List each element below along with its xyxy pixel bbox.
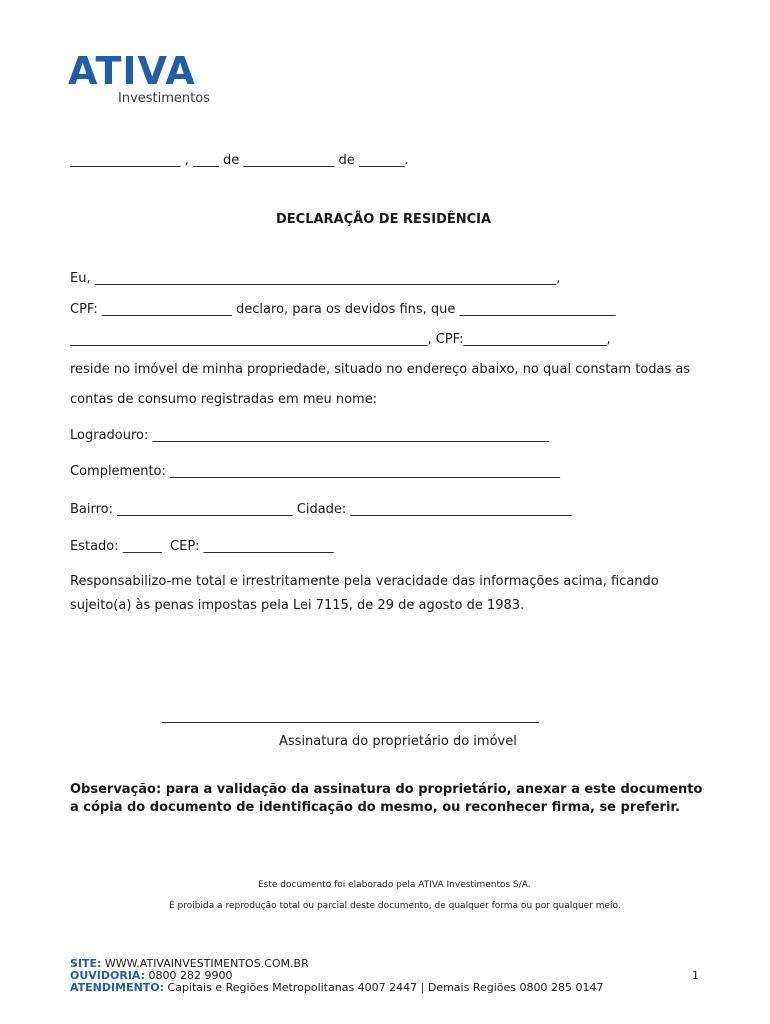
body-line-reside: reside no imóvel de minha propriedade, situado no endereço abaixo, no qual constam todas as xyxy=(70,362,691,377)
contact-site-value: WWW.ATIVAINVESTIMENTOS.COM.BR xyxy=(101,957,309,970)
body-line-responsabilizo: Responsabilizo-me total e irrestritamente pela veracidade das informações acima, ficando xyxy=(70,574,659,589)
contact-site-label: SITE: xyxy=(70,957,102,970)
contact-ouvidoria-value: 0800 282 9900 xyxy=(145,969,233,982)
observation-line-1: Observação: para a validação da assinatura do proprietário, anexar a este documento xyxy=(70,782,703,797)
contact-ouvidoria-label: OUVIDORIA: xyxy=(70,969,146,982)
body-line-cpf: CPF: ____________________ declaro, para os devidos fins, que ________________________ xyxy=(70,302,616,317)
signature-line: __________________________________________________________ xyxy=(162,709,539,724)
contact-atendimento-label: ATENDIMENTO: xyxy=(70,981,165,994)
footer-note-reproduction: É proibida a reprodução total ou parcial deste documento, de qualquer forma ou por qualquer meio. xyxy=(169,901,621,911)
body-line-lei: sujeito(a) às penas impostas pela Lei 7115, de 29 de agosto de 1983. xyxy=(70,598,525,613)
body-line-complemento: Complemento: ____________________________________________________________ xyxy=(70,464,561,479)
body-line-estado-cep: Estado: ______ CEP: ____________________ xyxy=(70,539,334,554)
page-number: 1 xyxy=(692,969,699,982)
observation-line-2: a cópia do documento de identificação do mesmo, ou reconhecer firma, se preferir. xyxy=(70,800,680,815)
body-line-bairro-cidade: Bairro: ___________________________ Cidade: __________________________________ xyxy=(70,502,572,517)
document-title: DECLARAÇÃO DE RESIDÊNCIA xyxy=(276,212,492,227)
signature-label: Assinatura do proprietário do imóvel xyxy=(279,734,517,749)
body-line-second-person: _______________________________________________________, CPF:______________________, xyxy=(70,332,611,347)
contact-atendimento xyxy=(70,981,604,994)
contact-atendimento-value: Capitais e Regiões Metropolitanas 4007 2447 | Demais Regiões 0800 285 0147 xyxy=(164,981,604,994)
body-line-logradouro: Logradouro: _____________________________________________________________ xyxy=(70,428,550,443)
logo-subtitle: Investimentos xyxy=(118,91,210,106)
body-line-contas: contas de consumo registradas em meu nome: xyxy=(70,392,378,407)
date-line: _________________ , ____ de ______________ de _______. xyxy=(70,153,409,168)
footer-note-authorship: Este documento foi elaborado pela ATIVA Investimentos S/A. xyxy=(258,880,531,890)
body-line-name: Eu, _______________________________________________________________________, xyxy=(70,271,561,286)
logo-brand-text: ATIVA xyxy=(68,49,196,93)
company-logo xyxy=(68,49,218,112)
